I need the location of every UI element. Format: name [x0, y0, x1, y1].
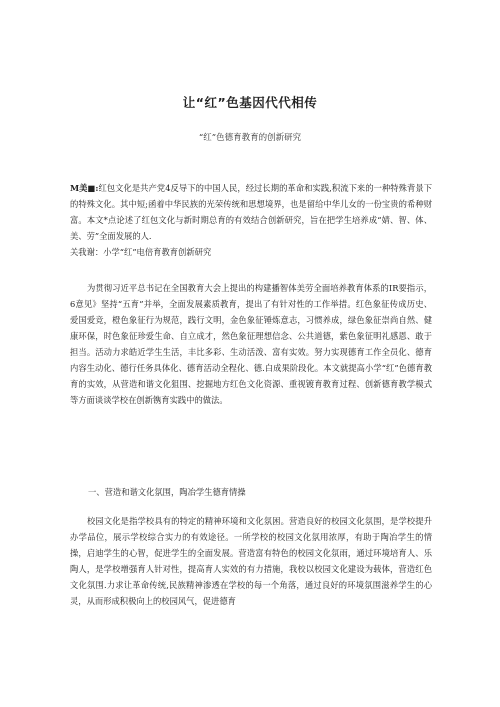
keywords: [70, 244, 432, 260]
abstract-text: 红包文化是共产党4反导下的中国人民，经过长期的革命和实践,积流下来的一种特殊背景下的特殊文化。其中短;函着中华民族的光荣传统和思想境界，也是留给中华儿女的一份宝贵的希种财富。本文*点论述了红包文化与新时期总育的有效结合创新研究，旨在把学生培养成“婧、智、体、美、劳”全面发展的人.: [70, 183, 432, 241]
abstract-label: M美■:: [70, 183, 99, 193]
body-paragraph-2: [70, 513, 432, 609]
document-subtitle: “红”色德育教育的创新研究: [198, 133, 302, 143]
paragraph-text: 校园文化是指学校具有的特定的精神环境和文化氛困。营造良好的校园文化氛围，是学校提升办学品位，展示学校综合实力的有效途径。一所学校的校园文化氛用浓厚，有助于陶冶学生的情操，启迪学生的心智，促进学生的全面发展。营造富有特色的校园文化氛雨，通过环境培育人、乐陶人，是学校增强育人针对性，提高育人实效的有力措施，我校以校园文化建设为载体，营造红色文化氛围.力求让革命传统,民族精神渗透在学校的每一个角落，通过良好的环境氛围滋养学生的心灵，从而形成积极向上的校园风气，促进德育: [70, 516, 432, 606]
keywords-text: 关我谢：小学“红”电倍育教育创新研究: [70, 247, 212, 257]
document-title: 让“红”色基因代代相传: [182, 95, 318, 110]
section-heading: 一、营造和谐文化氛围，陶冶学生德育情操: [88, 487, 246, 497]
paragraph-text: 为贯彻习近平总书记在全国教育大会上提出的构建播智体美劳全面培养教育体系的IR要指示，6意见》坚持“五育”并举，全面发展素质教育，提出了有针对性的工作举措。红色象征传成历史、爱国爱竞，橙色象征行为规范，践行文明，金色象征锤炼意志，习惯养成，绿色象征崇尚自然、健康环保，时色象征珍爱生命、自立成才，然色象征理想信念、公共道德，紫色象征明礼感恩、敢于担当。活动力求皓近学生生活，丰比多彩、生动活泼、富有实效。努力实现德育工作全员化、德育内容生动化、德行任务具体化、德育活动全程化、德.白成果阶段化。本文就提高小学“红”色德育教育的实效，从营造和谐文化狙围、挖掘地方红色文化资源、重视镀育教育过程、创新德育教学模式等方面谈谈学校在创新镌育实践中的做法。: [70, 283, 432, 405]
body-paragraph-1: [70, 280, 432, 408]
abstract: [70, 180, 432, 244]
